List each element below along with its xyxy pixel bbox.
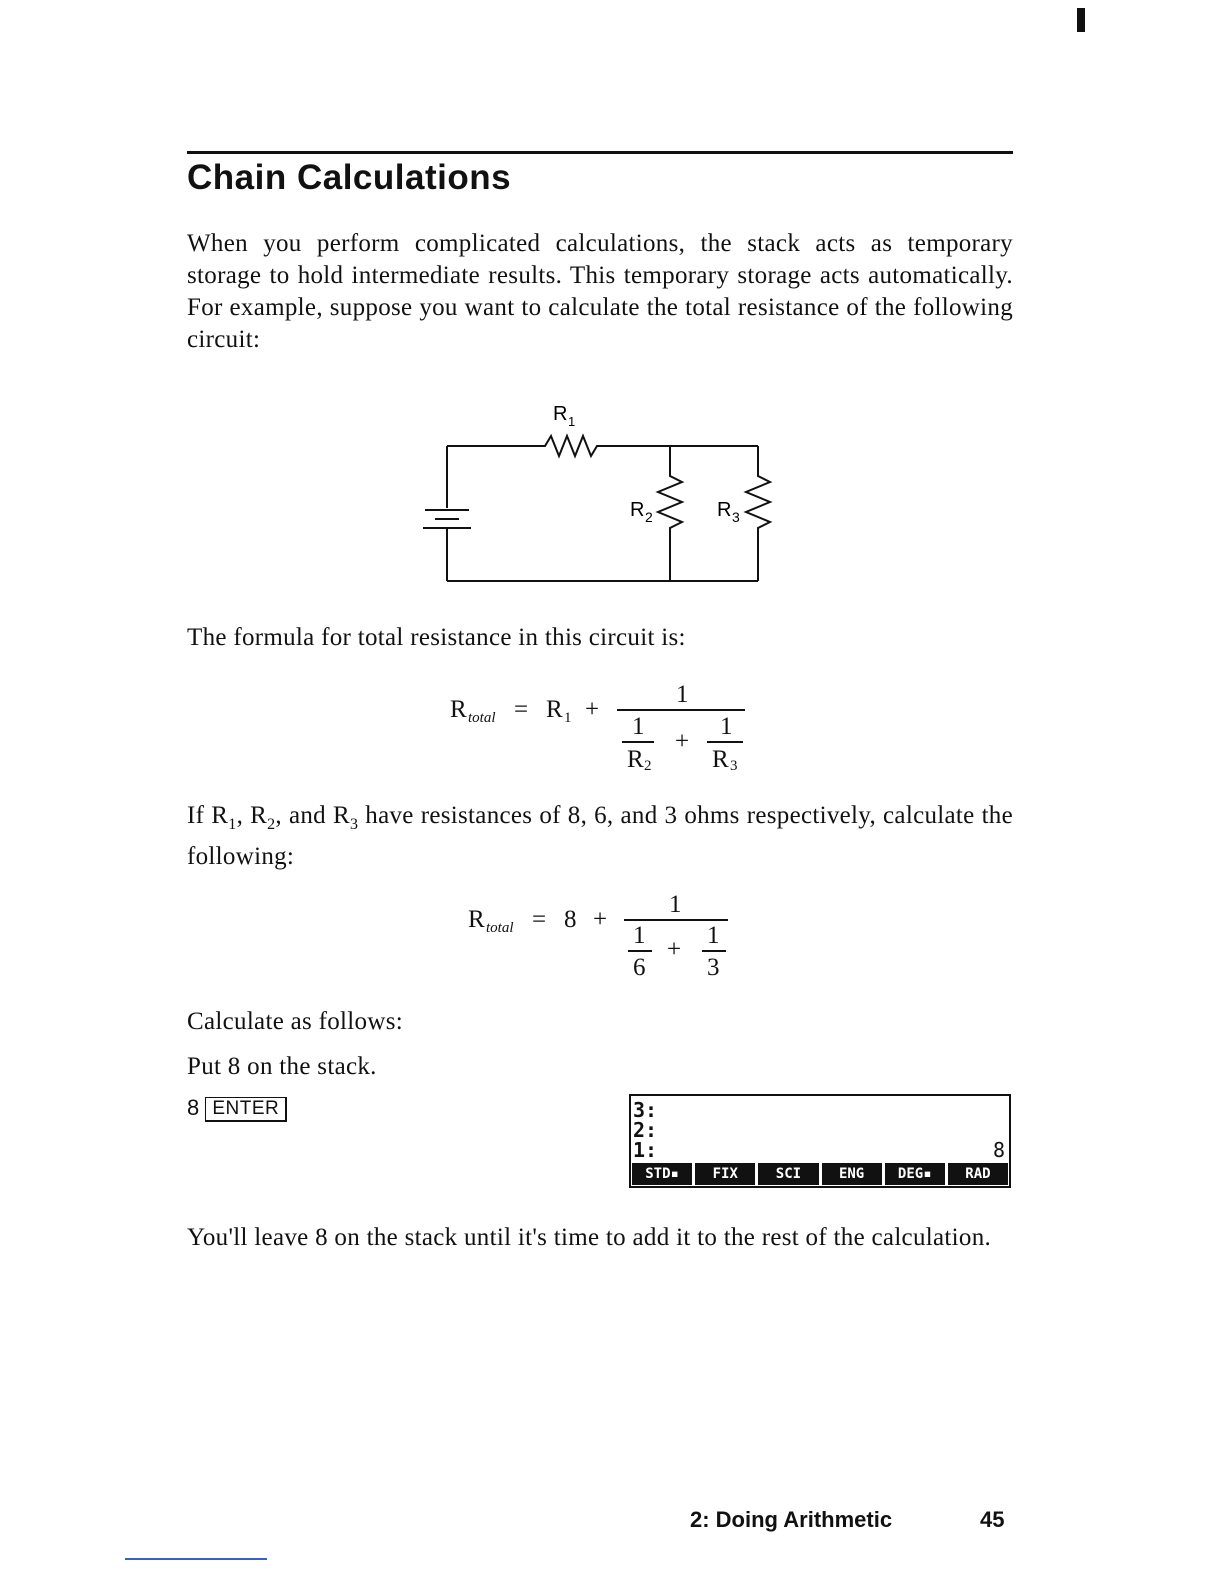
formula2-den-left-num: 1 [633, 922, 646, 949]
menu-key-rad: RAD [948, 1163, 1008, 1185]
formula1-lhs-sub: total [468, 710, 496, 726]
r3-label: R [717, 499, 732, 521]
formula2-eq: = [532, 906, 547, 933]
formula1-den-plus: + [675, 728, 690, 755]
menu-key-deg: DEG▪ [885, 1163, 945, 1185]
stack-level-2: 2: [633, 1118, 658, 1142]
keystroke-line [187, 1095, 287, 1122]
keystroke-number: 8 [187, 1095, 200, 1120]
formula2-den-left-den: 6 [633, 954, 646, 981]
step-put [187, 1051, 1013, 1083]
formula2-eight: 8 [564, 906, 577, 933]
formula1-den-right-sub: 3 [730, 758, 738, 774]
formula1-den-right-num: 1 [720, 713, 733, 740]
menu-key-std: STD▪ [632, 1163, 692, 1185]
circuit-diagram [415, 398, 775, 588]
intro-text: When you perform complicated calculations, the stack acts as temporary storage to hold intermediate results. This temporary storage acts automatically. For example, suppose you want to calculate the total resistance of the following circuit: [187, 230, 1013, 353]
calc-as-follows [187, 1006, 1013, 1038]
formula1-eq: = [514, 696, 529, 723]
formula2-lhs: R [468, 906, 485, 933]
formula1-r1: R [546, 696, 563, 723]
menu-key-eng: ENG [822, 1163, 882, 1185]
r2-label: R [630, 499, 645, 521]
calculator-display [629, 1094, 1011, 1188]
formula2-main-fraction-bar [624, 919, 728, 921]
menu-key-fix: FIX [695, 1163, 755, 1185]
formula2-den-plus: + [667, 936, 682, 963]
r2-sub: 2 [645, 509, 653, 525]
section-rule [187, 151, 1013, 154]
footer-chapter: 2: Doing Arithmetic [690, 1507, 893, 1532]
formula1-numerator: 1 [676, 681, 689, 708]
formula2-den-left-bar [628, 950, 652, 952]
formula2-plus: + [593, 906, 608, 933]
closing-text: You'll leave 8 on the stack until it's time to add it to the rest of the calculation. [187, 1224, 992, 1251]
stack-level-1-value: 8 [992, 1138, 1005, 1162]
formula1-den-left-sub: 2 [644, 758, 652, 774]
intro-paragraph [187, 228, 1013, 356]
enter-key: ENTER [205, 1097, 287, 1122]
softkey-menu [632, 1163, 1008, 1185]
stack-level-1: 1: [633, 1138, 658, 1162]
formula2-numerator: 1 [669, 891, 682, 918]
formula1-r1-sub: 1 [564, 710, 572, 726]
formula1-den-left-den: R [627, 746, 644, 773]
step-put-text: Put 8 on the stack. [187, 1053, 377, 1080]
formula1-main-fraction-bar [617, 709, 745, 711]
r1-sub: 1 [568, 414, 576, 429]
r3-sub: 3 [732, 509, 740, 525]
formula2-den-right-num: 1 [707, 922, 720, 949]
formula1-plus: + [585, 696, 600, 723]
formula-intro [187, 622, 1013, 654]
formula1-den-right-den: R [712, 746, 729, 773]
formula1-den-left-num: 1 [632, 713, 645, 740]
page-title: Chain Calculations [187, 158, 512, 197]
values-text: If $R_1$, $R_2$, and $R_3$ have resistances of 8, 6, and 3 ohms respectively, calculate the following: [187, 802, 1014, 870]
menu-key-sci: SCI [758, 1163, 818, 1185]
calc-as-follows-text: Calculate as follows: [187, 1008, 403, 1035]
bottom-blue-line [125, 1558, 267, 1560]
formula2-lhs-sub: total [486, 920, 514, 936]
stack-level-3: 3: [633, 1098, 658, 1122]
formula1-lhs: R [450, 696, 467, 723]
formula-intro-text: The formula for total resistance in this circuit is: [187, 624, 686, 651]
closing-paragraph [187, 1222, 1013, 1254]
formula2-den-right-bar [702, 950, 726, 952]
values-paragraph [187, 800, 1013, 873]
r1-label: R [553, 403, 568, 425]
formula2-den-right-den: 3 [707, 954, 720, 981]
formula1-den-right-bar [707, 741, 743, 743]
formula1-den-left-bar [622, 741, 654, 743]
footer-page-number: 45 [980, 1507, 1005, 1532]
page-edge-mark [1077, 8, 1085, 32]
